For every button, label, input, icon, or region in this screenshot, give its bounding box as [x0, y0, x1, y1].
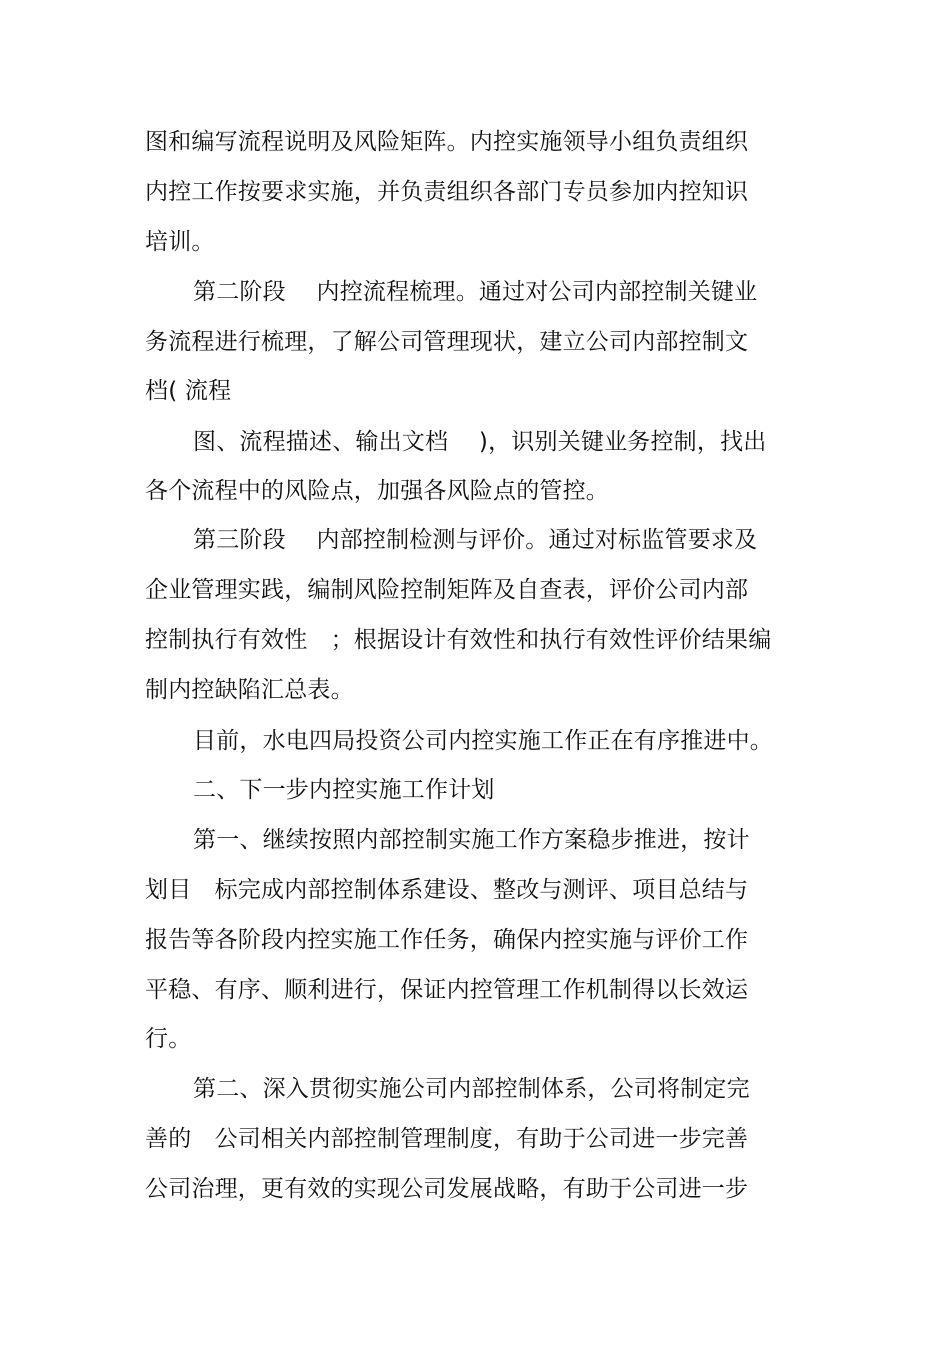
text-line: 第二阶段 内控流程梳理。通过对公司内部控制关键业: [193, 279, 758, 305]
text-line: 目前，水电四局投资公司内控实施工作正在有序推进中。: [193, 728, 773, 754]
text-line: 第一、继续按照内部控制实施工作方案稳步推进，按计: [193, 827, 750, 853]
text-line: 企业管理实践，编制风险控制矩阵及自查表，评价公司内部: [145, 577, 749, 603]
text-line: 公司治理，更有效的实现公司发展战略，有助于公司进一步: [145, 1176, 749, 1202]
text-line: 平稳、有序、顺利进行，保证内控管理工作机制得以长效运: [145, 977, 749, 1003]
text-line: 各个流程中的风险点，加强各风险点的管控。: [145, 478, 609, 504]
text-line: 务流程进行梳理，了解公司管理现状，建立公司内部控制文: [145, 329, 749, 355]
text-line: 善的 公司相关内部控制管理制度，有助于公司进一步完善: [145, 1126, 749, 1152]
text-line: 控制执行有效性 ；根据设计有效性和执行有效性评价结果编: [145, 627, 772, 653]
text-line: 内控工作按要求实施，并负责组织各部门专员参加内控知识: [145, 179, 749, 205]
text-line: 制内控缺陷汇总表。: [145, 677, 354, 703]
text-line: 档( 流程: [145, 378, 232, 404]
text-line: 图、流程描述、输出文档 )，识别关键业务控制，找出: [193, 429, 767, 455]
text-line: 划目 标完成内部控制体系建设、整改与测评、项目总结与: [145, 877, 749, 903]
text-line: 培训。: [145, 229, 215, 255]
section-heading: 二、下一步内控实施工作计划: [193, 777, 495, 803]
text-line: 图和编写流程说明及风险矩阵。内控实施领导小组负责组织: [145, 129, 749, 155]
text-line: 行。: [145, 1026, 192, 1052]
text-line: 报告等各阶段内控实施工作任务，确保内控实施与评价工作: [145, 927, 749, 953]
text-line: 第三阶段 内部控制检测与评价。通过对标监管要求及: [193, 527, 758, 553]
text-line: 第二、深入贯彻实施公司内部控制体系，公司将制定完: [193, 1076, 750, 1102]
